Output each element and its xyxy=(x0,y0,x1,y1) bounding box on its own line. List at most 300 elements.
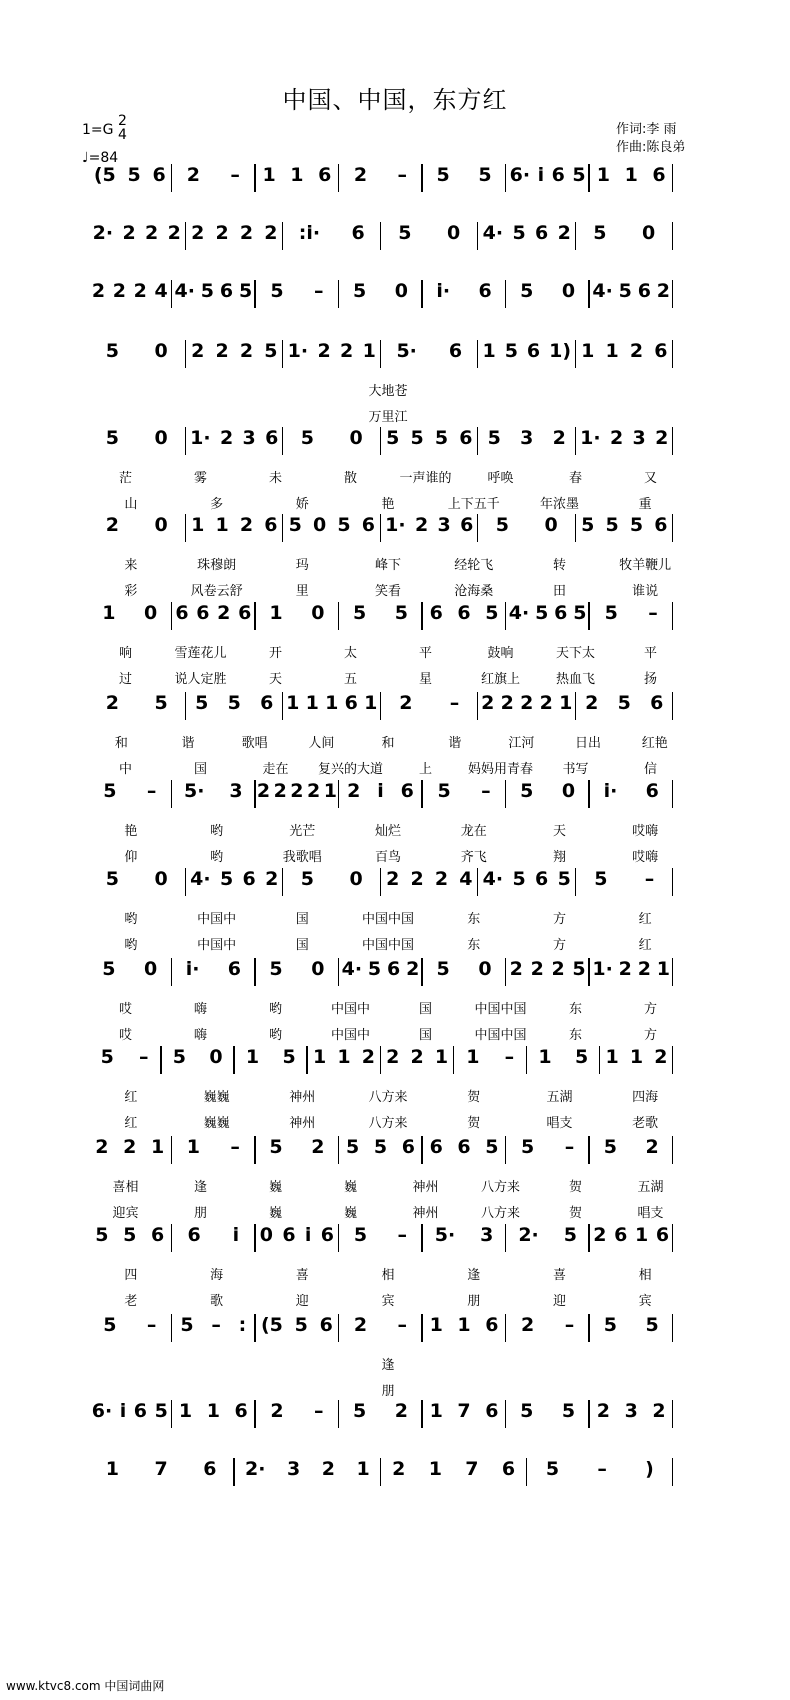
note: 4· xyxy=(482,868,504,890)
note: 5 xyxy=(520,280,534,302)
note: 2 xyxy=(215,222,229,244)
lyric-word: 八方来 xyxy=(480,1206,520,1221)
lyric-line xyxy=(88,493,688,512)
note: 5 xyxy=(154,692,168,714)
barline xyxy=(672,1314,673,1342)
note: 1 xyxy=(466,1046,480,1068)
lyric-word: 天 xyxy=(552,824,566,839)
note: 5 xyxy=(367,958,382,980)
note: 6 xyxy=(654,514,668,536)
note: 4 xyxy=(154,280,168,302)
measure xyxy=(478,868,576,896)
note: 1) xyxy=(549,340,571,362)
note: 5 xyxy=(563,1224,577,1246)
note: (5 xyxy=(261,1314,283,1336)
lyric-word: 响 xyxy=(118,646,132,661)
note: 5 xyxy=(227,692,241,714)
note: – xyxy=(230,1136,240,1158)
lyric-word: 谐 xyxy=(181,736,195,751)
barline xyxy=(672,1458,673,1486)
lyric-word: 散 xyxy=(343,471,357,486)
note: 1 xyxy=(305,692,319,714)
note: 3 xyxy=(437,514,451,536)
lyric-word: 红旗上 xyxy=(480,672,520,687)
note: ) xyxy=(645,1458,654,1480)
note: (5 xyxy=(93,164,116,186)
note: 0 xyxy=(349,427,363,449)
note: 6 xyxy=(133,1400,148,1422)
note: 5 xyxy=(219,868,234,890)
note: – xyxy=(397,1224,408,1246)
note: 5 xyxy=(103,1314,117,1336)
note: 2 xyxy=(500,692,514,714)
lyric-line xyxy=(88,1264,688,1283)
note: 5 xyxy=(269,1136,283,1158)
lyric-line xyxy=(88,1202,688,1221)
note: – xyxy=(644,868,655,890)
measure xyxy=(283,692,381,720)
note: i· xyxy=(185,958,200,980)
note: 5 xyxy=(352,602,367,624)
note: 5 xyxy=(436,164,450,186)
note: 1 xyxy=(323,780,337,802)
note: 6 xyxy=(265,427,279,449)
lyric-word: 唱支 xyxy=(546,1116,573,1131)
lyric-word: 红 xyxy=(124,1116,138,1131)
measure xyxy=(589,164,673,192)
note: 6 xyxy=(554,602,568,624)
measure xyxy=(172,958,256,986)
note: 5 xyxy=(573,602,587,624)
note: 5 xyxy=(172,1046,187,1068)
note: 1 xyxy=(596,164,610,186)
note: 3 xyxy=(286,1458,301,1480)
note: 5 xyxy=(629,514,644,536)
measure xyxy=(172,1314,256,1342)
note: 2 xyxy=(105,692,119,714)
lyric-word: 多 xyxy=(210,497,224,512)
measure xyxy=(339,780,423,808)
lyric-word: 江河 xyxy=(508,736,535,751)
note: 1 xyxy=(191,514,205,536)
note: 2 xyxy=(290,780,304,802)
lyric-word: 大地苍 xyxy=(368,384,408,399)
note: i xyxy=(377,780,384,802)
measure xyxy=(88,780,172,808)
note: 1 xyxy=(312,1046,327,1068)
measure xyxy=(88,1314,172,1342)
lyric-word: 上 xyxy=(418,762,432,777)
note: 2 xyxy=(95,1136,109,1158)
note: 2 xyxy=(585,692,599,714)
note: 2 xyxy=(652,1400,666,1422)
lyric-word: 书写 xyxy=(562,762,589,777)
note: 1 xyxy=(337,1046,351,1068)
note: 1 xyxy=(605,340,619,362)
note: 5 xyxy=(535,602,549,624)
measure xyxy=(255,958,339,986)
lyric-word: 东 xyxy=(467,912,481,927)
measure xyxy=(255,780,339,808)
lyric-word: 太 xyxy=(343,646,357,661)
note: 1· xyxy=(385,514,406,536)
note: 2 xyxy=(414,514,429,536)
lyric-word: 八方来 xyxy=(480,1180,520,1195)
key-signature: 1=G xyxy=(82,122,114,138)
lyric-word: 朋 xyxy=(381,1384,395,1399)
lyric-word: 相 xyxy=(381,1268,395,1283)
note: 2 xyxy=(340,340,354,362)
measure xyxy=(576,868,674,896)
measure xyxy=(589,780,673,808)
note: 2 xyxy=(317,340,331,362)
lyric-word: 扬 xyxy=(643,672,657,687)
measure xyxy=(422,780,506,808)
lyric-line xyxy=(88,1380,688,1399)
measure xyxy=(255,1314,339,1342)
note: 5 xyxy=(487,427,501,449)
lyric-word: 翔 xyxy=(552,850,566,865)
measure xyxy=(422,1136,506,1164)
music-row xyxy=(88,1222,688,1252)
lyric-line xyxy=(88,908,688,927)
note: 4 xyxy=(459,868,473,890)
note: 5 xyxy=(386,427,400,449)
note: 5· xyxy=(434,1224,456,1246)
note: 1 xyxy=(286,692,300,714)
lyric-word: 信 xyxy=(643,762,657,777)
lyric-word: 开 xyxy=(268,646,282,661)
lyric-line xyxy=(88,406,688,425)
note: 5 xyxy=(437,780,451,802)
lyricist-credit: 作词:李 雨 xyxy=(616,122,677,137)
note: 2 xyxy=(509,958,523,980)
lyric-word: 五湖 xyxy=(637,1180,664,1195)
lyric-word: 国 xyxy=(295,912,309,927)
measure xyxy=(589,1136,673,1164)
measure xyxy=(576,222,674,250)
note: 2 xyxy=(386,868,400,890)
note: 1 xyxy=(105,1458,119,1480)
lyric-word: 中国中 xyxy=(330,1002,370,1017)
note: 6 xyxy=(655,1224,670,1246)
note: 5 xyxy=(593,222,607,244)
lyric-word: 相 xyxy=(638,1268,652,1283)
song-title: 中国、中国，东方红 xyxy=(282,86,508,114)
measure xyxy=(339,1136,423,1164)
lyric-word: 我歌唱 xyxy=(282,850,322,865)
note: 5 xyxy=(337,514,351,536)
measure xyxy=(422,280,506,308)
measure xyxy=(172,164,256,192)
measure xyxy=(88,164,172,192)
lyric-word: 齐飞 xyxy=(460,850,487,865)
measure xyxy=(478,692,576,720)
note: 3 xyxy=(632,427,646,449)
note: : xyxy=(238,1314,247,1336)
lyric-word: 红 xyxy=(638,912,652,927)
note: 2 xyxy=(637,958,651,980)
note: 5 xyxy=(545,1458,560,1480)
note: 5 xyxy=(154,1400,168,1422)
lyric-word: 过 xyxy=(118,672,132,687)
note: 7 xyxy=(465,1458,479,1480)
measure xyxy=(600,1046,673,1074)
note: 1 xyxy=(635,1224,649,1246)
note: 1 xyxy=(362,340,376,362)
note: 5 xyxy=(373,1136,388,1158)
lyric-word: 神州 xyxy=(412,1206,439,1221)
note: 3 xyxy=(480,1224,494,1246)
lyric-line xyxy=(88,934,688,953)
measure xyxy=(186,222,284,250)
note: 2· xyxy=(245,1458,266,1480)
note: 1 xyxy=(150,1136,165,1158)
music-row xyxy=(88,866,688,896)
lyric-line xyxy=(88,1290,688,1309)
note: 4· xyxy=(174,280,195,302)
music-row xyxy=(88,690,688,720)
lyric-line xyxy=(88,1086,688,1105)
lyric-word: 哟 xyxy=(268,1028,282,1043)
note: 6 xyxy=(320,1224,334,1246)
measure xyxy=(506,780,590,808)
note: 0 xyxy=(154,868,168,890)
lyric-word: 来 xyxy=(124,558,138,573)
lyric-word: 中国中国 xyxy=(362,912,415,927)
lyric-word: 四 xyxy=(124,1268,138,1283)
measure xyxy=(506,1224,590,1252)
lyric-word: 鼓响 xyxy=(487,646,514,661)
note: 2 xyxy=(191,222,205,244)
lyric-word: 迎 xyxy=(295,1294,309,1309)
note: 6 xyxy=(387,958,401,980)
note: 2 xyxy=(645,1136,659,1158)
note: 2· xyxy=(92,222,114,244)
measure xyxy=(172,1136,256,1164)
note: 0 xyxy=(154,427,168,449)
lyric-word: 哎 xyxy=(118,1028,132,1043)
note: – xyxy=(146,780,157,802)
music-row xyxy=(88,278,688,308)
barline xyxy=(672,1224,673,1252)
footer-text: www.ktvc8.com 中国词曲网 xyxy=(6,1679,165,1693)
barline xyxy=(672,692,673,720)
note: 5 xyxy=(574,1046,589,1068)
measure xyxy=(88,1400,172,1428)
note: 7 xyxy=(457,1400,471,1422)
note: 1 xyxy=(538,1046,552,1068)
measure xyxy=(381,692,479,720)
note: 2 xyxy=(167,222,181,244)
lyric-word: 海 xyxy=(210,1268,224,1283)
music-row xyxy=(88,1134,688,1164)
note: 2 xyxy=(520,692,534,714)
note: 2 xyxy=(551,958,565,980)
note: 6 xyxy=(282,1224,296,1246)
lyric-word: 艳 xyxy=(381,497,395,512)
lyric-word: 嗨 xyxy=(193,1002,207,1017)
note: 1 xyxy=(364,692,378,714)
note: 1· xyxy=(580,427,601,449)
lyric-line xyxy=(88,1176,688,1195)
measure xyxy=(186,340,284,368)
measure xyxy=(283,868,381,896)
lyric-word: 国 xyxy=(418,1028,432,1043)
measure xyxy=(339,602,423,630)
composer-credit: 作曲:陈良弟 xyxy=(616,140,686,155)
note: 2 xyxy=(386,1046,400,1068)
note: 0 xyxy=(144,958,158,980)
note: 3 xyxy=(229,780,243,802)
lyric-line xyxy=(88,1354,688,1373)
note: 0 xyxy=(349,868,363,890)
measure xyxy=(454,1046,527,1074)
measure xyxy=(283,427,381,455)
measure xyxy=(88,692,186,720)
note: 5 xyxy=(581,514,595,536)
note: 1 xyxy=(356,1458,370,1480)
barline xyxy=(672,780,673,808)
note: 5 xyxy=(561,1400,576,1422)
note: 6 xyxy=(448,340,463,362)
note: 5 xyxy=(645,1314,659,1336)
note: 6 xyxy=(264,514,278,536)
lyric-line xyxy=(88,846,688,865)
measure xyxy=(589,1400,673,1428)
lyric-word: 中国中国 xyxy=(474,1028,527,1043)
note: 6 xyxy=(637,280,651,302)
note: 2 xyxy=(91,280,106,302)
measure xyxy=(506,602,590,630)
note: 5 xyxy=(352,280,367,302)
note: – xyxy=(230,164,240,186)
lyric-word: 谐 xyxy=(448,736,462,751)
note: 2 xyxy=(596,1400,610,1422)
note: 1 xyxy=(215,514,229,536)
note: 5 xyxy=(603,1136,617,1158)
note: 0 xyxy=(642,222,656,244)
note: 2 xyxy=(406,958,420,980)
note: 4· xyxy=(482,222,504,244)
measure xyxy=(283,514,381,542)
note: 0 xyxy=(544,514,558,536)
measure xyxy=(576,340,674,368)
note: 5 xyxy=(300,427,314,449)
note: – xyxy=(397,164,408,186)
lyric-word: 哟 xyxy=(210,824,224,839)
note: 0 xyxy=(311,958,325,980)
lyric-word: 彩 xyxy=(124,584,138,599)
note: – xyxy=(211,1314,221,1336)
lyric-line xyxy=(88,668,688,687)
lyric-word: 贺 xyxy=(568,1180,582,1195)
lyric-word: 方 xyxy=(643,1002,657,1017)
music-row xyxy=(88,338,688,368)
note: 6 xyxy=(219,280,234,302)
lyric-word: 山 xyxy=(124,497,138,512)
lyric-word: 走在 xyxy=(262,762,289,777)
lyric-word: 红 xyxy=(638,938,652,953)
lyric-word: 人间 xyxy=(308,736,335,751)
measure xyxy=(478,514,576,542)
lyric-word: 方 xyxy=(552,912,566,927)
measure xyxy=(478,427,576,455)
lyric-word: 歌唱 xyxy=(241,736,268,751)
note: 6· xyxy=(91,1400,113,1422)
note: 2 xyxy=(265,868,279,890)
measure xyxy=(339,280,423,308)
barline xyxy=(672,164,673,192)
measure xyxy=(283,340,381,368)
measure xyxy=(255,1224,339,1252)
music-row xyxy=(88,1312,688,1342)
tempo-marking: ♩=84 xyxy=(82,150,119,166)
lyric-word: 说人定胜 xyxy=(174,672,227,687)
note: 3 xyxy=(520,427,534,449)
note: 5 xyxy=(394,602,408,624)
note: 5 xyxy=(618,280,632,302)
measure xyxy=(88,1224,172,1252)
note: – xyxy=(597,1458,607,1480)
lyric-word: 哟 xyxy=(268,1002,282,1017)
lyric-word: 天下太 xyxy=(555,646,595,661)
measure xyxy=(339,1400,423,1428)
lyric-word: 中 xyxy=(118,762,132,777)
barline xyxy=(672,427,673,455)
measure xyxy=(422,1314,506,1342)
lyric-word: 红艳 xyxy=(641,736,668,751)
note: 1 xyxy=(457,1314,471,1336)
note: 2 xyxy=(270,1400,284,1422)
note: 5 xyxy=(346,1136,360,1158)
note: 0 xyxy=(311,602,325,624)
lyric-word: 和 xyxy=(381,736,395,751)
note: – xyxy=(146,1314,157,1336)
note: 2 xyxy=(215,340,229,362)
measure xyxy=(255,1136,339,1164)
measure xyxy=(506,1314,590,1342)
lyric-word: 中国中 xyxy=(197,938,237,953)
note: 5 xyxy=(105,427,119,449)
measure xyxy=(506,1400,590,1428)
lyric-word: 妈妈用青春 xyxy=(467,762,533,777)
music-row xyxy=(88,220,688,250)
barline xyxy=(672,340,673,368)
measure xyxy=(172,780,256,808)
lyric-word: 宾 xyxy=(638,1294,652,1309)
note: 6 xyxy=(401,1136,415,1158)
music-row xyxy=(88,162,688,192)
note: 5 xyxy=(195,692,209,714)
note: 5· xyxy=(184,780,205,802)
lyric-word: 朋 xyxy=(193,1206,207,1221)
lyric-line xyxy=(88,1024,688,1043)
measure xyxy=(255,164,339,192)
lyric-word: 宾 xyxy=(381,1294,395,1309)
note: 0 xyxy=(259,1224,274,1246)
note: 6 xyxy=(203,1458,217,1480)
note: 6 xyxy=(175,602,189,624)
lyric-word: 未 xyxy=(268,471,282,486)
note: 2 xyxy=(656,280,671,302)
lyric-line xyxy=(88,1112,688,1131)
barline xyxy=(672,1136,673,1164)
measure xyxy=(255,280,339,308)
measure xyxy=(172,1224,256,1252)
lyric-word: 星 xyxy=(418,672,432,687)
note: 1 xyxy=(325,692,339,714)
